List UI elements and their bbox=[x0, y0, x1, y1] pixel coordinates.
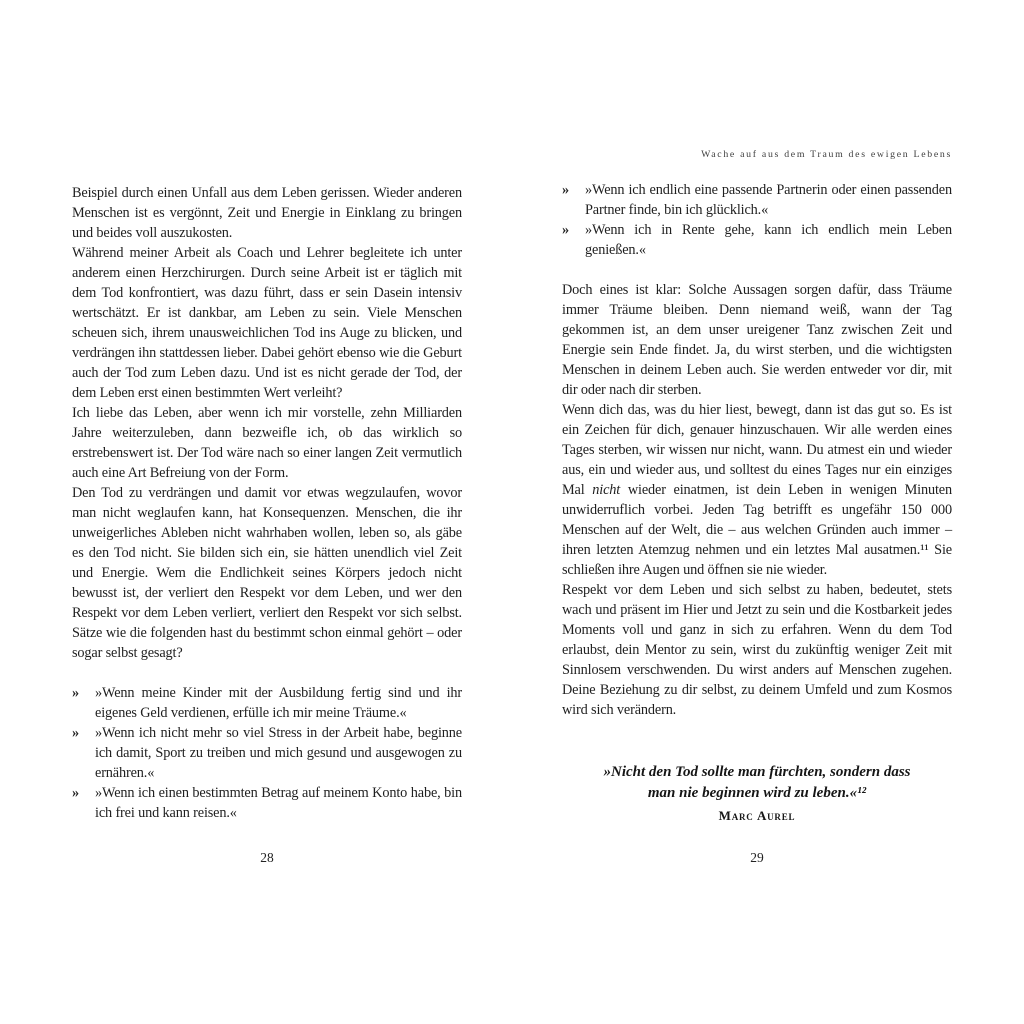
paragraph: Wenn dich das, was du hier liest, bewegt, dann ist das gut so. Es ist ein Zeichen für dich, genauer hinzuschauen. Wir alle werden eines Tages sterben, wir wissen nur nicht, wann. Du atmest ein und wieder aus, ein und wieder aus, und solltest du eines Tages nur ein einziges Mal nicht wieder einatmen, ist dein Leben in wenigen Minuten unwiderruflich vorbei. Jeden Tag betrifft es ungefähr 150 000 Menschen auf der Welt, die – aus welchen Gründen auch immer – ihren letzten Atemzug nehmen und ein letztes Mal ausatmen.¹¹ Sie schließen ihre Augen und öffnen sie nie wieder. bbox=[562, 402, 952, 578]
list-item-text: »Wenn ich in Rente gehe, kann ich endlich mein Leben genießen.« bbox=[585, 222, 952, 258]
paragraph: Den Tod zu verdrängen und damit vor etwas wegzulaufen, wovor man nicht weglaufen kann, hat Konsequenzen. Menschen, die ihr unweigerliches Ableben nicht wahrhaben wollen, leben so, als gäbe es den Tod nicht. Sie bilden sich ein, sie hätten unendlich viel Zeit und Energie. Wem die Endlichkeit seines Körpers jedoch nicht bewusst ist, der verliert den Respekt vor dem Leben, und wer den Respekt vor dem Leben verliert, verliert den Respekt vor sich selbst. Sätze wie die folgenden hast du bestimmt schon einmal gehört – oder sogar selbst gesagt? bbox=[72, 485, 462, 661]
page-number-right: 29 bbox=[750, 850, 764, 865]
paragraph: Respekt vor dem Leben und sich selbst zu haben, bedeutet, stets wach und präsent im Hier und Jetzt zu sein und die Kostbarkeit jedes Moments voll und ganz in sich zu erfahren. Wenn du dem Tod erlaubst, dein Mentor zu sein, wirst du zukünftig weniger Zeit mit Sinnlosem verschwenden. Du wirst anders auf Menschen zugehen. Deine Beziehung zu dir selbst, zu deinem Umfeld und zum Kosmos wird sich verändern. bbox=[562, 582, 952, 718]
page-right-content bbox=[562, 180, 952, 824]
quote-attribution: Marc Aurel bbox=[718, 808, 796, 823]
list-item-text: »Wenn meine Kinder mit der Ausbildung fertig sind und ihr eigenes Geld verdienen, erfülle ich mir meine Träume.« bbox=[95, 685, 462, 721]
pull-quote: »Nicht den Tod sollte man fürchten, sondern dass man nie beginnen wird zu leben.«¹² bbox=[603, 764, 911, 801]
list-item-text: »Wenn ich nicht mehr so viel Stress in der Arbeit habe, beginne ich damit, Sport zu treiben und mich gesund und ausgewogen zu ernähren.« bbox=[95, 725, 462, 781]
list-item bbox=[72, 723, 462, 783]
list-bullet: » bbox=[562, 182, 569, 198]
list-item-text: »Wenn ich endlich eine passende Partnerin oder einen passenden Partner finde, bin ich glücklich.« bbox=[585, 182, 952, 218]
page-number-left: 28 bbox=[260, 850, 274, 865]
list-bullet: » bbox=[72, 725, 79, 741]
list-item-text: »Wenn ich einen bestimmten Betrag auf meinem Konto habe, bin ich frei und kann reisen.« bbox=[95, 785, 462, 821]
list-bullet: » bbox=[72, 785, 79, 801]
page-left bbox=[72, 0, 462, 1024]
list-item bbox=[562, 220, 952, 260]
statement-list bbox=[562, 180, 952, 260]
list-item bbox=[562, 180, 952, 220]
list-bullet: » bbox=[562, 222, 569, 238]
statement-list bbox=[72, 683, 462, 823]
paragraph: Doch eines ist klar: Solche Aussagen sorgen dafür, dass Träume immer Träume bleiben. Denn niemand weiß, wann der Tag gekommen ist, an dem unser ureigener Tanz zwischen Zeit und Energie sein Ende findet. Ja, du wirst sterben, und die wichtigsten Menschen in deinem Leben auch. Sie werden entweder vor dir, mit dir oder nach dir sterben. bbox=[562, 282, 952, 398]
list-item bbox=[72, 683, 462, 723]
paragraph: Während meiner Arbeit als Coach und Lehrer begleitete ich unter anderem einen Herzchirurgen. Durch seine Arbeit ist er täglich mit dem Tod konfrontiert, was dazu führt, dass er sein Dasein intensiv wertschätzt. Er ist dankbar, am Leben zu sein. Viele Menschen scheuen sich, ihrem unausweichlichen Tod ins Auge zu blicken, und verdrängen ihn stattdessen lieber. Dabei gehört ebenso wie die Geburt auch der Tod zum Leben dazu. Und ist es nicht gerade der Tod, der dem Leben erst einen bestimmten Wert verleiht? bbox=[72, 245, 462, 401]
running-header: Wache auf aus dem Traum des ewigen Lebens bbox=[701, 149, 952, 160]
page-right bbox=[562, 0, 952, 1024]
page-left-content bbox=[72, 183, 462, 823]
paragraph: Beispiel durch einen Unfall aus dem Leben gerissen. Wieder anderen Menschen ist es vergönnt, Zeit und Energie in Einklang zu bringen und beides voll auszukosten. bbox=[72, 185, 462, 241]
list-item bbox=[72, 783, 462, 823]
list-bullet: » bbox=[72, 685, 79, 701]
paragraph: Ich liebe das Leben, aber wenn ich mir vorstelle, zehn Milliarden Jahre weiterzuleben, dann bezweifle ich, ob das wirklich so erstrebenswert ist. Der Tod wäre nach so einer langen Zeit vermutlich auch eine Art Befreiung von der Form. bbox=[72, 405, 462, 481]
